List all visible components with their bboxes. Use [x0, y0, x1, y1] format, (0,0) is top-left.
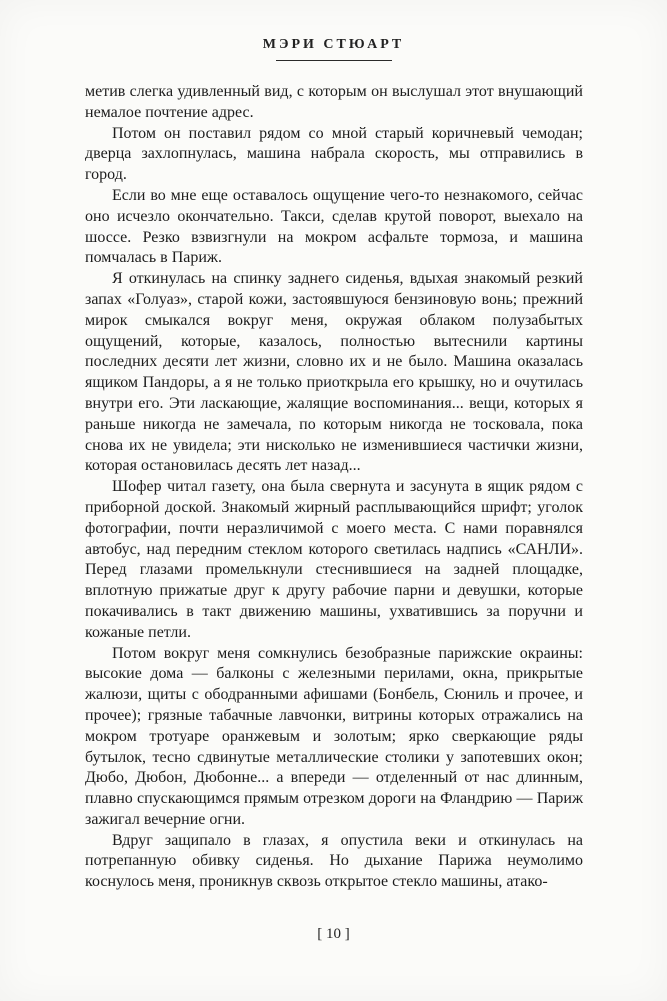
paragraph: Потом вокруг меня сомкнулись безобразные парижские окраины: высокие дома — балконы с железными перилами, окна, прикрытые жалюзи, щиты с ободранными афишами (Бонбель, Сюниль и прочее, и прочее); грязные табачные лавчонки, витрины которых отражались на мокром тротуаре оранжевым и золотым; ярко сверкающие ряды бутылок, тесно сдвинутые металлические столики у запотевших окон; Дюбо, Дюбон, Дюбонне... а впереди — отделенный от нас длинным, плавно спускающимся прямым отрезком дороги на Фландрию — Париж зажигал вечерние огни. — [85, 644, 583, 828]
header-rule — [276, 60, 392, 61]
paragraph: Шофер читал газету, она была свернута и засунута в ящик рядом с приборной доской. Знакомый жирный расплывающийся шрифт; уголок фотографии, почти неразличимой с моего места. С нами поравнялся автобус, над передним стеклом которого светилась надпись «САНЛИ». Перед глазами промелькнули стеснившиеся на задней площадке, вплотную прижатые друг к другу рабочие парни и девушки, которые покачивались в такт движению машины, ухватившись за поручни и кожаные петли. — [85, 478, 583, 641]
paragraph: Вдруг защипало в глазах, я опустила веки и откинулась на потрепанную обивку сиденья. Но дыхание Парижа неумолимо коснулось меня, проникнув сквозь открытое стекло машины, атако- — [85, 831, 583, 891]
paragraph: Если во мне еще оставалось ощущение чего-то незнакомого, сейчас оно исчезло окончательно. Такси, сделав крутой поворот, выехало на шоссе. Резко взвизгнули на мокром асфальте тормоза, и машина помчалась в Париж. — [85, 186, 583, 267]
author-name: МЭРИ СТЮАРТ — [262, 37, 405, 52]
paragraph: Потом он поставил рядом со мной старый коричневый чемодан; дверца захлопнулась, машина набрала скорость, мы отправились в город. — [85, 124, 583, 184]
page-number: [ 10 ] — [317, 926, 350, 942]
running-header — [0, 37, 667, 61]
paragraph: метив слегка удивленный вид, с которым он выслушал этот внушающий немалое почтение адрес. — [85, 83, 583, 121]
paragraph: Я откинулась на спинку заднего сиденья, вдыхая знакомый резкий запах «Голуаз», старой кожи, застоявшуюся бензиновую вонь; прежний мирок смыкался вокруг меня, окружая облаком полузабытых ощущений, которые, казалось, полностью вытеснили картины последних десяти лет жизни, словно их и не было. Машина оказалась ящиком Пандоры, а я не только приоткрыла его крышку, но и очутилась внутри его. Эти ласкающие, жалящие воспоминания... вещи, которых я раньше никогда не замечала, по которым никогда не тосковала, пока снова их не увидела; эти нисколько не изменившиеся частички жизни, которая остановилась десять лет назад... — [85, 270, 583, 475]
page-body — [85, 82, 583, 893]
